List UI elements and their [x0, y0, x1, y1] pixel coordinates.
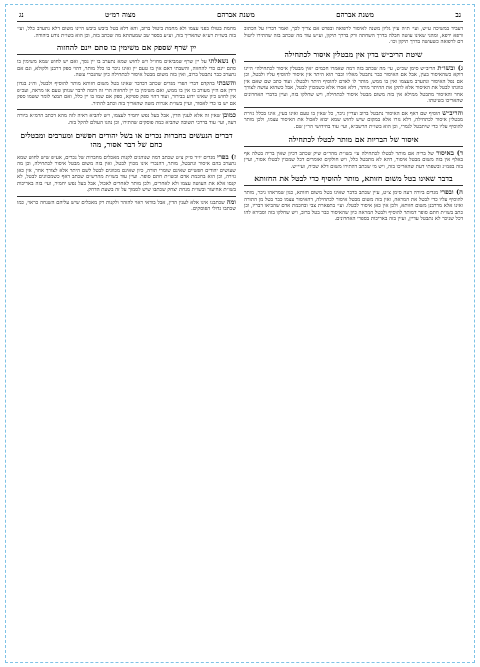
page-number-right: נב	[455, 10, 461, 19]
paragraph-text: שאין זה אלא לענין הדין, אבל בעל נפש יחמיר לעצמו, ויש להביא ראיה לזה מהא דכתב הרמ״א ביורה דעה, ועי׳ עוד בדרכי תשובה שהביא כמה פוסקים שהתירו, וכן נהגו העולם להקל בזה.	[17, 113, 236, 126]
paragraph	[17, 80, 236, 107]
paragraph	[17, 199, 236, 213]
paragraph	[17, 112, 236, 126]
paragraph-lead: ה) ובפרי	[440, 188, 463, 197]
paragraph-text: הוסיף שם דאף אם האיסור נתבטל ברוב ועדיין ניכר, כל שאין בו טעם ואינו בעין, אינו בכלל גזירת מבטלין איסור לכתחילה, דלא גזרו אלא במקום שיש לחוש שמא יבוא לאכול את האיסור עצמו, ולכן מותר להוסיף עליו כדי שיתבטל לגמרי, וכן הוא בשו״ת הרשב״א, ועי׳ עוד בחידושי הר״ן שם.	[244, 110, 463, 131]
book-page	[17, 10, 463, 656]
divider	[244, 107, 463, 108]
paragraph-lead: והשבתי	[216, 79, 236, 88]
paragraph-lead: ז) בפרי	[216, 152, 236, 161]
paragraph	[244, 150, 463, 171]
running-header	[17, 10, 463, 22]
paragraph-text: מגדים ביורה דעה סימן צ״ט, עיין שכתב בדבר שאינו בטל משום חזותא, כגון שמראהו ניכר, מותר להוסיף עליו כדי לבטל את המראה, ואין בזה משום מבטל איסור לכתחילה, דהאיסור עצמו כבר בטל מן התורה ואינו אלא מדרבנן משום חזותא, ולכן אין כאן איסור לבטלו. ועי׳ בתפארת צבי ובחכמת אדם שהביאו דבריו, וכן כתב בשו״ת חתם סופר דמותר להוסיף ולבטל המראה כיון שהאיסור כבר בטל ברוב, ויש שחלקו בזה וסבירא להו דכל שניכר לא נתבטל עדיין, ועיין בזה באריכות בספרי האחרונים.	[244, 190, 463, 223]
paragraph-text: שכתבנו אינו אלא לענין הדין, אבל בודאי ראוי להזהר ולקנות רק מאכלים שיש עליהם השגחה כראוי, כמו שכתבו גדולי הפוסקים.	[17, 199, 236, 213]
paragraph-text: בהקדם דברי הפרי מגדים שכתב דבדבר שאינו בטל משום חזותא מותר להוסיף ולבטל, וה״נ בנדון דידן אם היין מעורב בו אין בו ממש, ואם משימין בו יין להחזוה הרי זה דומה לדבר שנותן טעם או מראה, ועכ״פ אין לחוש כיון שאינו ידוע בבירור, ועוד דהוי ספק ספיקא, ספק אם שמו בו יין כלל, ואם תמצי לומר ששמו ספק אם יש בו כדי לאסור, ועיין בשו״ת אגרות משה שהאריך בזה וכתב להתיר.	[17, 81, 236, 107]
paragraph-text: על יין שרף שמביאים מחו״ל ויש לחוש שמא נתערב בו יין נסך, ואם יש לחוש שמא משימין בו סתם יינם כדי להחזוה, והשבתי דאם אין בו טעם יין ואינו ניכר בו כלל מותר, דהוי ספק דרבנן ולקולא, וגם אם נתערב כבר נתבטל ברוב, ואין בזה משום מבטל איסור לכתחילה כיון שהנכרי עשה.	[17, 59, 236, 79]
paragraph-text: של בריה אם מותר לבטלו לכתחילה עי׳ בשו״ת מהר״ם שיק שכתב דכיון שאין בריה בטלה אף באלף אין בזה משום מבטל איסור, דהא לא מתבטל כלל, ויש חולקים ואומרים דכל שמכוין לבטלו אסור, ועיין בזה בפמ״ג ובשפתי דעת שהאריכו בזה, ויש מי שכתב דהתירו משום דלא שכיח, ועיי״ש.	[244, 150, 463, 170]
paragraph	[244, 110, 463, 131]
paragraph-lead: ו) נשאלתי	[208, 57, 236, 66]
section-heading: בדבר שאינו בטל משום חזותא, מותר להוסיף כדי לבטל את החזותא	[244, 174, 463, 186]
section-heading: יין שרף שספק אם משימין בו סתם יינם להחזוה	[17, 43, 236, 55]
paragraph-lead: ג) ובשו״ת	[437, 63, 463, 72]
paragraph-text: הריב״ש סימן שכ״ט, עי׳ מה שכתב בזה דמה שאמרו חכמים ״אין מבטלין איסור לכתחילה״ היינו דוקא כשהאיסור בעין, אבל אם האיסור כבר נתבטל מאליו וכבר הוא היתר אין איסור להוסיף עליו ולבטל, וכן אם נפל האיסור ונתערב מעצמו ואין בו ממש, מותר לו לאדם להוסיף היתר ולבטלו. ועוד כתב שם שאם אין כוונתו לבטל את האיסור אלא לתקן את ההיתר מותר, דלא אסרו אלא כשמכוין לבטל, אבל כשהוא עושה לצורך אחר והאיסור מתבטל ממילא אין בזה משום מבטל איסור לכתחילה, ויש שחלקו בזה, ועיין בדברי האחרונים שהאריכו בשיטתו.	[244, 65, 463, 105]
section-heading: דברים הנעשים בחברות נכרים או בשל יהודים חפשים ומערבים ומבטלים כחם של דבר אסור, מהו	[20, 130, 233, 149]
paragraph-text: מגדים יו״ד ס״ק צ״ט שכתב דמה שנוהגים לקנות מאכלים מחברות של נכרים, אע״פ שיש לחוש שמא נתערב בהם איסור ונתבטל, מותר, דהנכרי אינו מכוין לבטל, ואין בזה משום מבטל איסור לכתחילה, וכן מה שעושים יהודים חפשיים שאינם שומרי תורה, כיון שאינם מכוונים לבטל לשם היתר אלא לצורך אחר, אין כאן גזירה, וכן הוא בחכמת אדם ובשו״ת חתם סופר. ועיין עוד בשו״ת מהרש״ם שכתב דאף כשמכוונים לבטל, לא קנסו אלא את העושה עצמו ולא לאחרים, ולכן מותר לאחרים לאכול, אבל בעל נפש יחמיר, ועי׳ בזה באריכות בשו״ת אחיעזר ובשו״ת מנחת יצחק שכתבו שיש לסמוך על זה בשעת הדחק.	[17, 154, 236, 194]
paragraph	[244, 65, 463, 105]
paragraph-lead: ומה	[226, 197, 236, 206]
paragraph-lead: והריב״ש	[442, 108, 463, 117]
running-title-center: משנת אברהם	[216, 10, 255, 19]
paragraph	[17, 58, 236, 79]
divider	[17, 109, 236, 110]
page-number-left: נג	[19, 10, 24, 19]
paragraph: מחמת בטולו בפני עצמו ולא מחמת ביטול ברוב, והא דלא בטל ביבש ביבש היינו משום דלא נתערב כלל, ועי׳ בזה בשו״ת רע״א שהאריך בזה, וע״ע בספר שב שמעתתא מה שכתב בזה, וכן הוא בשו״ת נודע ביהודה.	[17, 26, 236, 39]
right-column	[244, 26, 463, 654]
paragraph-lead: ד) באיסור	[436, 148, 463, 157]
section-heading: איסור של הבריות אם מותר לבטלו לכתחילה	[244, 135, 463, 147]
divider	[17, 196, 236, 197]
running-title-left: מצוה רמ״ט	[105, 10, 136, 19]
paragraph	[244, 189, 463, 223]
text-columns	[17, 26, 463, 654]
running-title-right: משנת אברהם	[336, 10, 374, 19]
section-heading: שיטת הריב״ש בדין אין מבטלין איסור לכתחילה	[244, 50, 463, 62]
paragraph	[17, 154, 236, 194]
paragraph: דעביד במשיכה ע״ש, ועי׳ ת״ה עיין גליון משנה לאיסור לרפואה ובפרט אם צריך לכך, ואמר דבריו על הכתוב ורפא ירפא, ומהני שאינו עושה חבלה בדרך השחתה ורק בדרך תיקון, וע״ש עוד מה שכתב בזה שהתירו ליטול דם לרפואה כשעושה בדרך תיקון וכו׳.	[244, 26, 463, 46]
left-column	[17, 26, 236, 654]
paragraph-lead: כמובן	[222, 111, 236, 120]
